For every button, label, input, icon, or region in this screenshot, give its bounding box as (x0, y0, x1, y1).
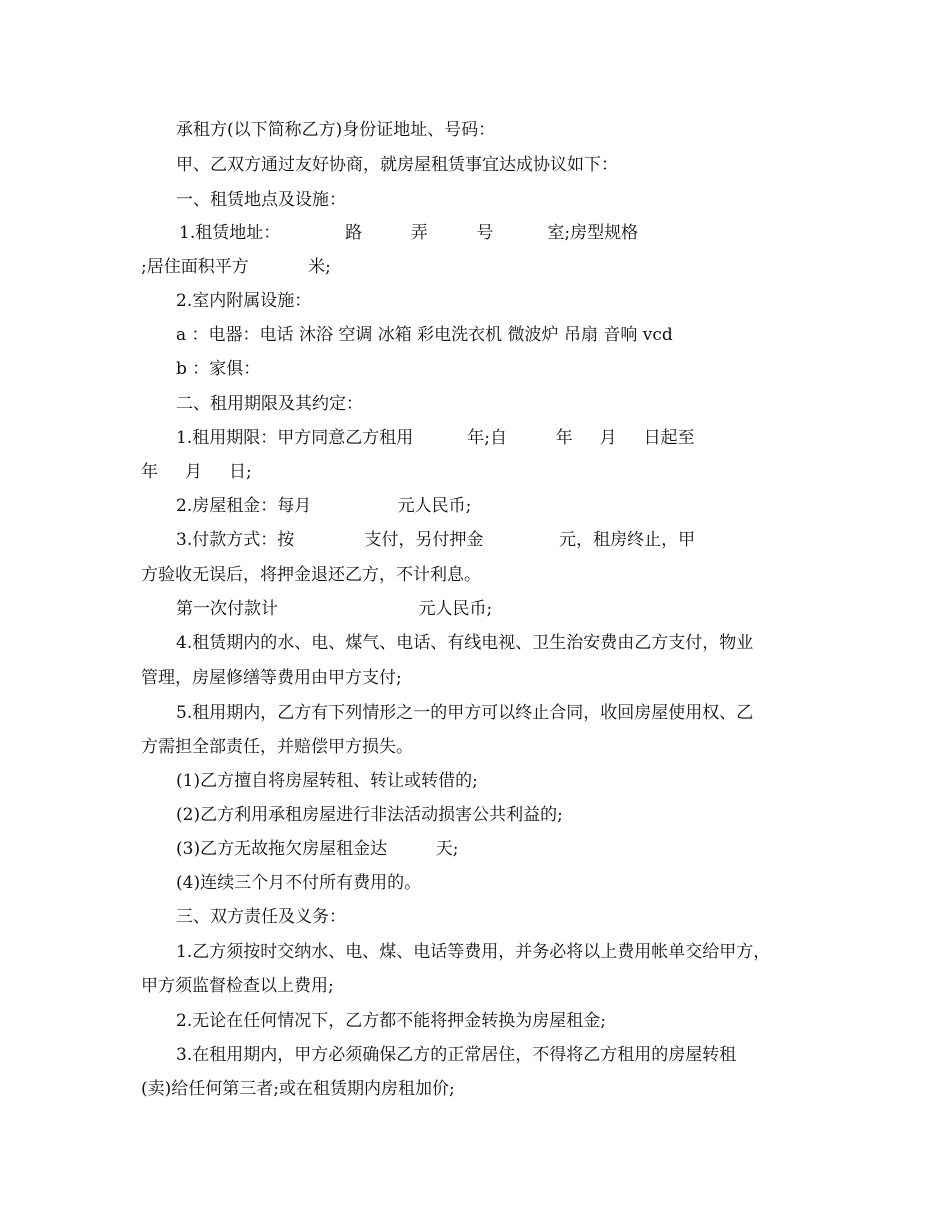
doc-line-tenant-id: 承租方(以下简称乙方)身份证地址、号码： (176, 120, 496, 140)
doc-line-appliances: a ：电器：电话 沐浴 空调 冰箱 彩电洗衣机 微波炉 吊扇 音响 vcd (176, 325, 673, 345)
doc-line-rent: 2.房屋租金：每月 元人民币; (176, 496, 472, 516)
doc-line-living-area: ;居住面积平方 米; (141, 257, 331, 277)
doc-line-section-3-title: 三、双方责任及义务： (176, 907, 346, 927)
doc-line-termination: 5.租用期内，乙方有下列情形之一的甲方可以终止合同，收回房屋使用权、乙 (176, 703, 754, 723)
doc-line-lease-term-end: 年 月 日; (141, 462, 252, 482)
doc-line-duty-3: 3.在租用期内，甲方必须确保乙方的正常居住，不得将乙方租用的房屋转租 (176, 1045, 737, 1065)
doc-line-clause-1: (1)乙方擅自将房屋转租、转让或转借的; (176, 771, 478, 791)
doc-line-termination-cont: 方需担全部责任，并赔偿甲方损失。 (141, 737, 413, 757)
doc-line-duty-2: 2.无论在任何情况下，乙方都不能将押金转换为房屋租金; (176, 1011, 606, 1031)
doc-line-duty-3-cont: (卖)给任何第三者;或在租赁期内房租加价; (141, 1079, 455, 1099)
doc-line-first-payment: 第一次付款计 元人民币; (176, 599, 493, 619)
doc-line-section-1-title: 一、租赁地点及设施： (176, 190, 346, 210)
doc-line-duty-1-cont: 甲方须监督检查以上费用; (141, 976, 334, 996)
doc-line-rental-address: 1.租赁地址： 路 弄 号 室;房型规格 (179, 223, 639, 243)
doc-line-section-2-title: 二、租用期限及其约定： (176, 394, 363, 414)
doc-line-furniture: b ：家俱： (176, 359, 261, 379)
doc-line-payment-method: 3.付款方式：按 支付，另付押金 元，租房终止，甲 (176, 530, 696, 550)
doc-line-duty-1: 1.乙方须按时交纳水、电、煤、电话等费用，并务必将以上费用帐单交给甲方， (176, 942, 771, 962)
doc-line-deposit-return: 方验收无误后，将押金退还乙方，不计利息。 (141, 565, 481, 585)
doc-line-agreement-intro: 甲、乙双方通过友好协商，就房屋租赁事宜达成协议如下： (176, 155, 618, 175)
doc-line-facilities-title: 2.室内附属设施： (176, 291, 312, 311)
doc-line-utilities-cont: 管理，房屋修缮等费用由甲方支付; (141, 668, 402, 688)
doc-line-clause-3: (3)乙方无故拖欠房屋租金达 天; (176, 839, 459, 859)
doc-line-clause-4: (4)连续三个月不付所有费用的。 (176, 873, 422, 893)
doc-line-utilities: 4.租赁期内的水、电、煤气、电话、有线电视、卫生治安费由乙方支付，物业 (176, 633, 754, 653)
doc-line-clause-2: (2)乙方利用承租房屋进行非法活动损害公共利益的; (176, 805, 563, 825)
doc-line-lease-term: 1.租用期限：甲方同意乙方租用 年;自 年 月 日起至 (176, 428, 695, 448)
